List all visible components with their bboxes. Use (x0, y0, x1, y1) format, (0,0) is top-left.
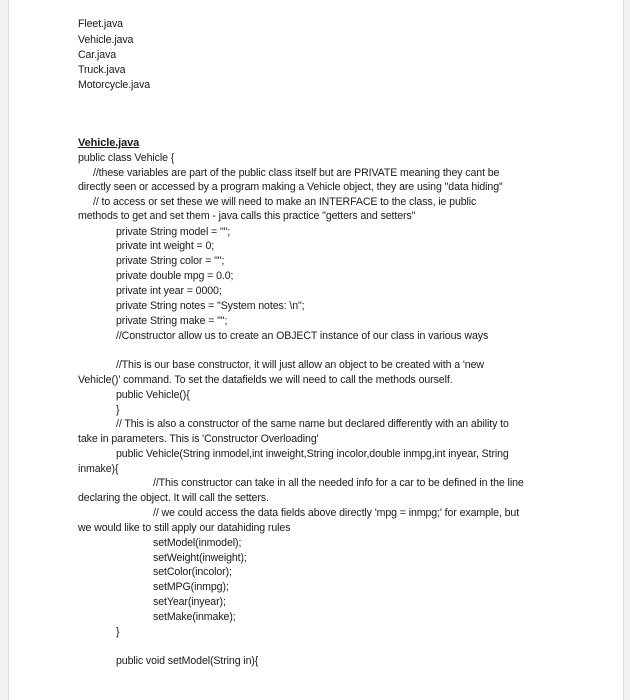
file-name: Truck.java (78, 64, 126, 76)
code-comment: take in parameters. This is 'Constructor Overloading' (78, 433, 319, 445)
code-line: private int weight = 0; (116, 240, 215, 252)
code-comment: directly seen or accessed by a program making a Vehicle object, they are using "data hiding" (78, 181, 503, 193)
file-name: Vehicle.java (78, 34, 134, 46)
code-line: setColor(incolor); (153, 566, 232, 578)
code-line: setMake(inmake); (153, 611, 236, 623)
code-comment: //these variables are part of the public class itself but are PRIVATE meaning they cant be (93, 167, 500, 179)
code-line: private int year = 0000; (116, 285, 222, 297)
code-comment: // we could access the data fields above directly 'mpg = inmpg;' for example, but (153, 507, 520, 519)
code-comment: we would like to still apply our datahiding rules (78, 522, 291, 534)
file-name: Fleet.java (78, 18, 123, 30)
code-line: inmake){ (78, 463, 119, 475)
code-line: public Vehicle(String inmodel,int inweight,String incolor,double inmpg,int inyear, String (116, 448, 509, 460)
file-name: Motorcycle.java (78, 79, 151, 91)
code-comment: methods to get and set them - java calls this practice "getters and setters" (78, 210, 416, 222)
code-line: private String color = ""; (116, 255, 225, 267)
code-comment: Vehicle()' command. To set the datafields we will need to call the methods ourself. (78, 374, 453, 386)
code-line: setWeight(inweight); (153, 552, 247, 564)
file-name: Car.java (78, 49, 117, 61)
code-line: private String notes = "System notes: \n"; (116, 300, 305, 312)
section-heading: Vehicle.java (78, 137, 140, 149)
code-line: private double mpg = 0.0; (116, 270, 234, 282)
code-comment: //Constructor allow us to create an OBJECT instance of our class in various ways (116, 330, 489, 342)
code-line: private String model = ""; (116, 226, 231, 238)
code-comment: // This is also a constructor of the same name but declared differently with an ability to (116, 418, 509, 430)
code-line: setModel(inmodel); (153, 537, 242, 549)
code-comment: //This constructor can take in all the needed info for a car to be defined in the line (153, 477, 524, 489)
code-line: public Vehicle(){ (116, 389, 190, 401)
code-line: } (116, 404, 120, 416)
code-line: } (116, 626, 120, 638)
code-line: private String make = ""; (116, 315, 228, 327)
document-page (8, 0, 624, 700)
code-line: setYear(inyear); (153, 596, 226, 608)
code-comment: // to access or set these we will need to make an INTERFACE to the class, ie public (93, 196, 477, 208)
code-line: public class Vehicle { (78, 152, 175, 164)
code-line: public void setModel(String in){ (116, 655, 259, 667)
code-comment: declaring the object. It will call the setters. (78, 492, 269, 504)
code-line: setMPG(inmpg); (153, 581, 229, 593)
code-comment: //This is our base constructor, it will just allow an object to be created with a 'new (116, 359, 484, 371)
